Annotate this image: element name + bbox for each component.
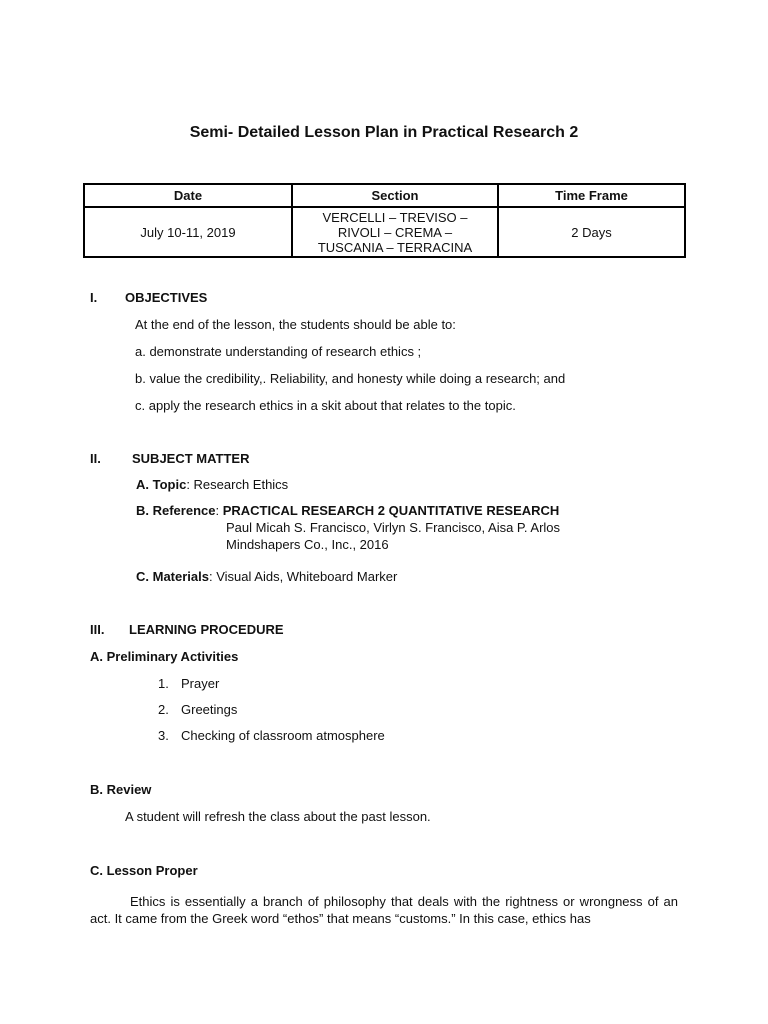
- reference-publisher: Mindshapers Co., Inc., 2016: [226, 537, 389, 552]
- objectives-numeral: I.: [90, 290, 98, 305]
- lesson-info-table: [83, 183, 686, 258]
- reference-line: [136, 503, 559, 518]
- section-line: RIVOLI – CREMA –: [337, 224, 453, 240]
- reference-colon: :: [215, 503, 223, 518]
- materials-value: : Visual Aids, Whiteboard Marker: [208, 569, 398, 584]
- review-text: A student will refresh the class about the past lesson.: [125, 809, 431, 824]
- list-item-text: Checking of classroom atmosphere: [181, 728, 385, 743]
- preliminary-activities-heading: A. Preliminary Activities: [90, 649, 239, 664]
- topic-value: : Research Ethics: [186, 477, 289, 492]
- list-item: [158, 728, 385, 743]
- list-item-text: Greetings: [181, 702, 238, 717]
- section-header: Section: [292, 184, 498, 207]
- objectives-intro: At the end of the lesson, the students should be able to:: [135, 317, 456, 332]
- list-item: [158, 702, 237, 717]
- objectives-heading: [90, 290, 207, 305]
- document-title: Semi- Detailed Lesson Plan in Practical Research 2: [189, 124, 579, 141]
- objective-item: c. apply the research ethics in a skit about that relates to the topic.: [135, 398, 516, 413]
- subject-matter-heading: [90, 451, 249, 466]
- list-item: [158, 676, 219, 691]
- date-cell: July 10-11, 2019: [84, 207, 292, 257]
- learning-procedure-heading: [90, 622, 284, 637]
- section-cell: [292, 207, 498, 257]
- section-line: TUSCANIA – TERRACINA: [317, 239, 473, 255]
- review-heading: B. Review: [90, 782, 152, 797]
- list-item-number: 3.: [158, 728, 169, 743]
- list-item-text: Prayer: [181, 676, 220, 691]
- objective-item: b. value the credibility,. Reliability, and honesty while doing a research; and: [135, 371, 566, 386]
- time-frame-cell: 2 Days: [498, 207, 685, 257]
- objective-item: a. demonstrate understanding of research ethics ;: [135, 344, 422, 359]
- table-row: [84, 207, 685, 257]
- materials-label: C. Materials: [136, 569, 209, 584]
- list-item-number: 1.: [158, 676, 169, 691]
- subject-matter-numeral: II.: [90, 451, 101, 466]
- learning-procedure-numeral: III.: [90, 622, 105, 637]
- subject-matter-title: SUBJECT MATTER: [132, 451, 250, 466]
- section-line: VERCELLI – TREVISO –: [322, 209, 468, 225]
- reference-authors: Paul Micah S. Francisco, Virlyn S. Francisco, Aisa P. Arlos: [226, 520, 561, 535]
- lesson-proper-heading: C. Lesson Proper: [90, 863, 198, 878]
- reference-title: PRACTICAL RESEARCH 2 QUANTITATIVE RESEARCH: [222, 503, 560, 518]
- reference-label: B. Reference: [136, 503, 216, 518]
- date-header: Date: [84, 184, 292, 207]
- learning-procedure-title: LEARNING PROCEDURE: [129, 622, 284, 637]
- list-item-number: 2.: [158, 702, 169, 717]
- lesson-proper-paragraph: Ethics is essentially a branch of philosophy that deals with the rightness or wrongness of an act. It came from the Greek word “ethos” that means “customs.” In this case, ethics has: [90, 894, 678, 926]
- topic-line: [136, 477, 288, 492]
- objectives-title: OBJECTIVES: [125, 290, 208, 305]
- materials-line: [136, 569, 397, 584]
- topic-label: A. Topic: [136, 477, 187, 492]
- time-frame-header: Time Frame: [498, 184, 685, 207]
- table-header-row: [84, 184, 685, 207]
